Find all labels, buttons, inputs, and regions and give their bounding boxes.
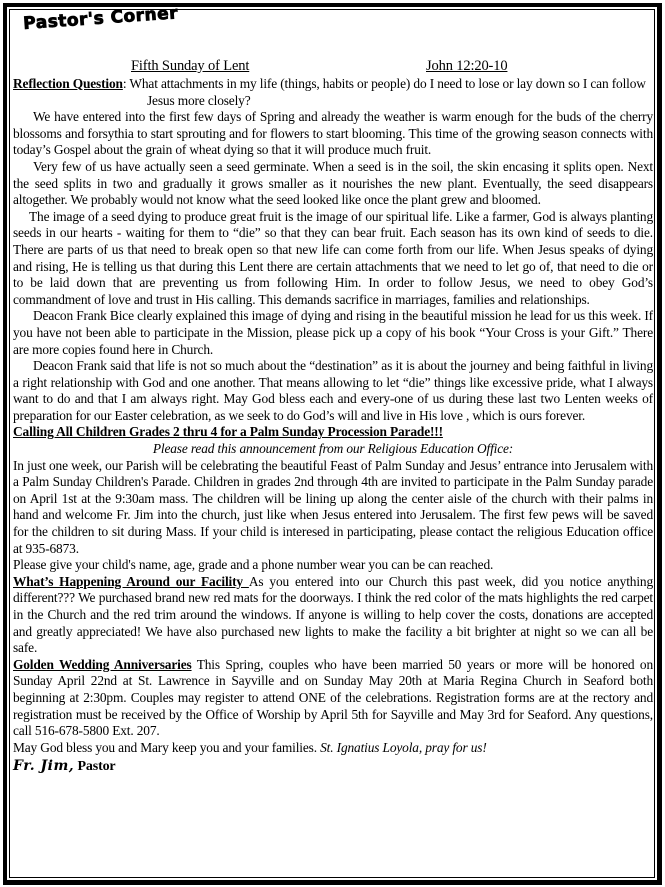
signature-role: Pastor xyxy=(74,759,116,775)
palm-sunday-subheading: Please read this announcement from our Religious Education Office: xyxy=(152,441,514,457)
paragraph-deacon-journey: Deacon Frank said that life is not so much about the “destination” as it is about the journey and being faithful in living a right relationship with God and one another. That means allowing to let “die” things like excessive pride, what I always want to do and that I am always right. May God bless each and every-one of us during these last two Lenten weeks of preparation for our Easter celebration, as we seek to do God’s will and live in His love , which is ours forever. xyxy=(13,358,653,423)
closing-blessing: May God bless you and Mary keep you and your families. St. Ignatius Loyola, pray for us! xyxy=(13,739,487,755)
paragraph-seed: Very few of us have actually seen a seed germinate. When a seed is in the soil, the skin encasing it splits open. Next the seed splits in two and gradually it grows smaller as it nourishes the new plant. Eventually, the seed disappears altogether. We probably would not know what the seed looked like once the plant grew and bloomed. xyxy=(13,158,653,208)
reflection-text: : What attachments in my life (things, habits or people) do I need to lose or lay down so I can follow Jesus more closely? xyxy=(122,76,646,108)
facility-heading: What’s Happening Around our Facility xyxy=(13,573,249,589)
reflection-label: Reflection Question xyxy=(13,76,123,91)
page-title: Pastor's Corner xyxy=(22,3,179,35)
liturgical-day: Fifth Sunday of Lent xyxy=(131,58,250,74)
palm-sunday-body: In just one week, our Parish will be celebrating the beautiful Feast of Palm Sunday and Jesus’ entrance into Jerusalem with a Palm Sunday Children's Parade. Children in grades 2nd through 4th are invited to participate in the Palm Sunday parade on April 1st at the 9:30am mass. The children will be lining up along the center aisle of the church with their palms in hand and welcome Fr. Jim into the church, just like when Jesus entered into Jerusalem. The first few pews will be saved for the children to sit during Mass. If your child is interesed in participating, please contact the religious Education office at 935-6873. xyxy=(13,457,653,556)
reflection-question xyxy=(13,76,653,109)
paragraph-deacon-mission: Deacon Frank Bice clearly explained this image of dying and rising in the beautiful mission he lead for us this week. If you have not been able to participate in the Mission, please pick up a copy of his book “Your Cross is your Gift.” There are more copies found here in Church. xyxy=(13,308,653,357)
signature xyxy=(13,758,653,776)
palm-sunday-heading: Calling All Children Grades 2 thru 4 for a Palm Sunday Procession Parade!!! xyxy=(13,424,443,440)
palm-sunday-note: Please give your child's name, age, grade and a phone number wear you can be can reached. xyxy=(13,557,494,573)
anniversaries-heading: Golden Wedding Anniversaries xyxy=(13,656,192,672)
body-text xyxy=(13,76,653,776)
facility-body: As you entered into our Church this past week, did you notice anything different??? We purchased brand new red mats for the doorways. I think the red color of the mats highlights the red carpet in the Church and the red trim around the windows. If anyone is willing to help cover the costs, donations are accepted and greatly appreciated! We have also purchased new lights to make the facility a bit brighter at night so we can all be safe. xyxy=(13,573,654,656)
anniversaries-body: This Spring, couples who have been married 50 years or more will be honored on Sunday April 22nd at St. Lawrence in Sayville and on Sunday May 20th at Maria Regina Church in Seaford both beginning at 2:30pm. Couples may register to attend ONE of the celebrations. Registration forms are at the rectory and registration must be received by the Office of Worship by April 5th for Sayville and May 3rd for Seaford. Any questions, call 516-678-5800 Ext. 207. xyxy=(13,656,653,739)
paragraph-spiritual-life: The image of a seed dying to produce great fruit is the image of our spiritual life. Like a farmer, God is always planting seeds in our hearts - waiting for them to “die” so that they can bear fruit. Each season has its own kind of seeds to die. There are parts of us that need to break open so that new life can come forth from our life. When Jesus speaks of dying and rising, He is telling us that during this Lent there are certain attachments that we need to let go of, that need to die or to be laid down that are preventing us from following Him. In order to follow Jesus, we need to obey God’s commandment of love and trust in His calling. This demands sacrifice in marriages, families and relationships. xyxy=(13,208,653,307)
closing-prayer: St. Ignatius Loyola, pray for us! xyxy=(320,739,487,755)
anniversaries-section xyxy=(13,657,653,740)
facility-section xyxy=(13,574,653,657)
signature-name: Fr. Jim, xyxy=(13,758,75,775)
heading-row xyxy=(13,58,651,76)
scripture-reference: John 12:20-10 xyxy=(426,58,508,74)
paragraph-spring: We have entered into the first few days of Spring and already the weather is warm enough for the buds of the cherry blossoms and forsythia to start sprouting and for flowers to start blooming. This time of the growing season connects with today’s Gospel about the grain of wheat dying so that it will produce much fruit. xyxy=(13,109,653,158)
